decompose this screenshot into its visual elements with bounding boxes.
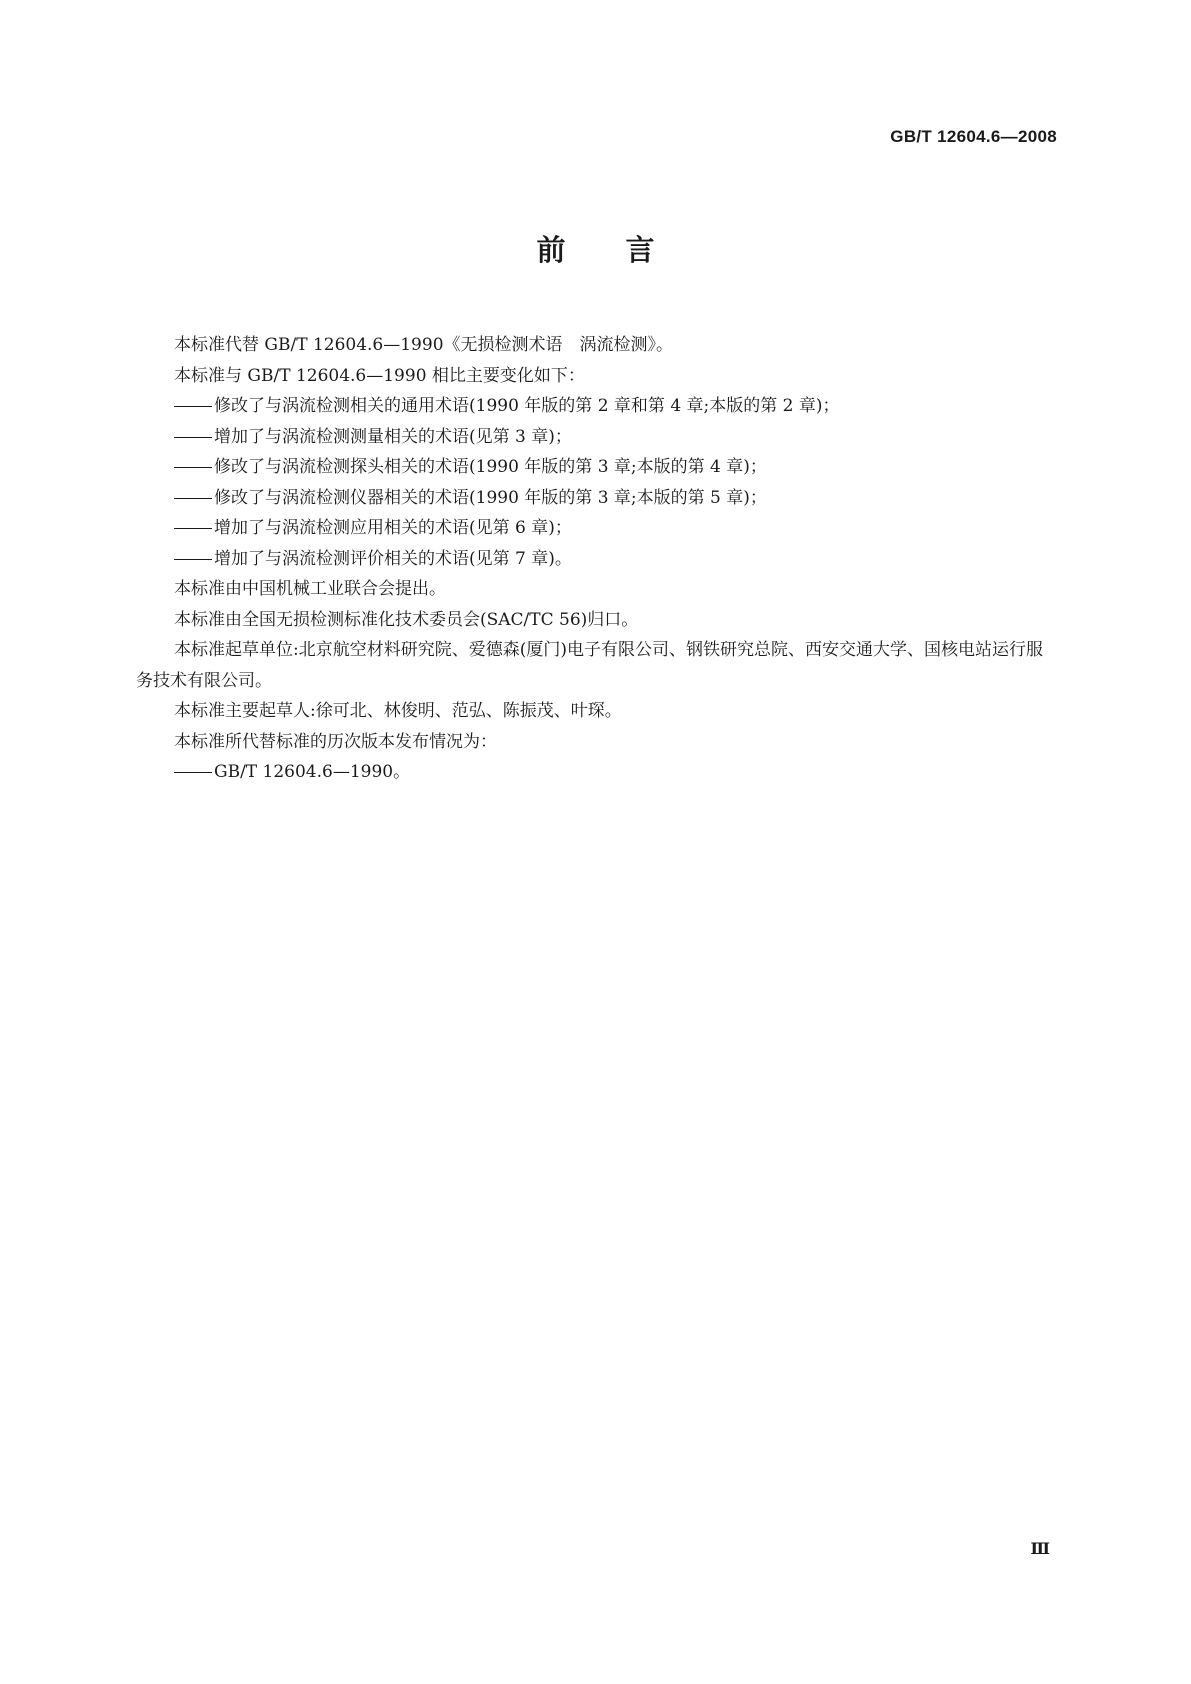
list-item-text: 增加了与涡流检测测量相关的术语(见第 3 章)； [214, 426, 572, 447]
list-item-text: 增加了与涡流检测评价相关的术语(见第 7 章)。 [214, 548, 572, 569]
dash-icon [174, 528, 212, 529]
page-title: 前言 [536, 233, 715, 267]
dash-icon [174, 559, 212, 560]
paragraph-changes-intro: 本标准与 GB/T 12604.6—1990 相比主要变化如下： [174, 365, 585, 386]
list-item [136, 513, 1056, 544]
dash-icon [174, 406, 212, 407]
dash-icon [174, 437, 212, 438]
page-number: Ⅲ [1030, 1541, 1050, 1558]
list-item-text: 修改了与涡流检测相关的通用术语(1990 年版的第 2 章和第 4 章;本版的第 2 章)； [214, 396, 840, 416]
list-item [136, 452, 1056, 483]
paragraph-replaces: 本标准代替 GB/T 12604.6—1990《无损检测术语 涡流检测》。 [174, 335, 674, 355]
list-item [136, 422, 1056, 453]
paragraph-centralized: 本标准由全国无损检测标准化技术委员会(SAC/TC 56)归口。 [174, 609, 639, 630]
paragraph-history-intro: 本标准所代替标准的历次版本发布情况为： [174, 731, 497, 752]
paragraph-drafters: 本标准主要起草人:徐可北、林俊明、范弘、陈振茂、叶琛。 [174, 701, 622, 721]
paragraph-drafting-units: 本标准起草单位:北京航空材料研究院、爱德森(厦门)电子有限公司、钢铁研究总院、西安交通大学、国核电站运行服务技术有限公司。 [136, 640, 1043, 691]
dash-icon [174, 772, 212, 773]
foreword-body [136, 330, 1056, 788]
document-code: GB/T 12604.6—2008 [890, 127, 1057, 146]
history-item [136, 757, 1056, 788]
list-item-text: 增加了与涡流检测应用相关的术语(见第 6 章)； [214, 518, 572, 538]
history-item-text: GB/T 12604.6—1990。 [214, 762, 411, 782]
list-item-text: 修改了与涡流检测仪器相关的术语(1990 年版的第 3 章;本版的第 5 章)； [214, 487, 767, 508]
dash-icon [174, 498, 212, 499]
paragraph-proposer: 本标准由中国机械工业联合会提出。 [174, 579, 446, 599]
list-item [136, 391, 1056, 422]
list-item [136, 544, 1056, 575]
list-item [136, 483, 1056, 514]
dash-icon [174, 467, 212, 468]
list-item-text: 修改了与涡流检测探头相关的术语(1990 年版的第 3 章;本版的第 4 章)； [214, 457, 767, 477]
